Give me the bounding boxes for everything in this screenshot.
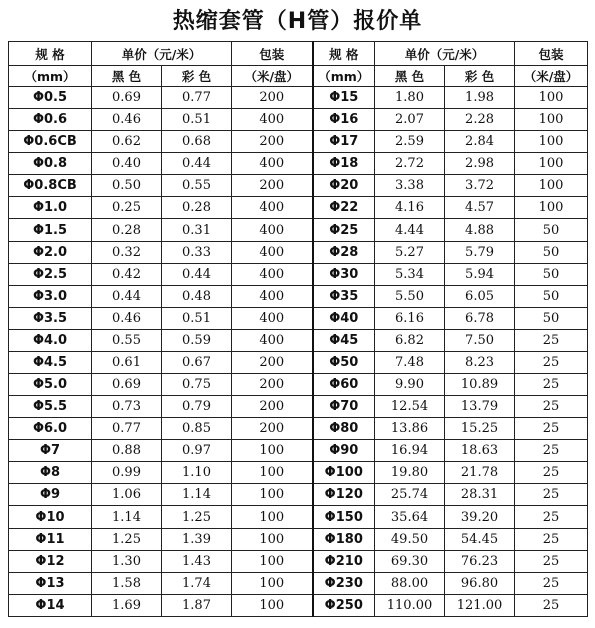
black-price-cell: 0.61 — [92, 351, 162, 373]
table-row — [9, 131, 588, 153]
black-price-cell: 7.48 — [375, 351, 445, 373]
spec-cell: Φ180 — [313, 528, 375, 550]
color-header: 彩 色 — [445, 66, 515, 87]
black-price-cell: 0.44 — [92, 285, 162, 307]
spec-cell: Φ210 — [313, 550, 375, 572]
pack-cell: 50 — [515, 285, 588, 307]
spec-cell: Φ17 — [313, 131, 375, 153]
pack-cell: 400 — [232, 153, 313, 175]
pack-cell: 25 — [515, 484, 588, 506]
table-row — [9, 374, 588, 396]
black-price-cell: 5.34 — [375, 263, 445, 285]
spec-cell: Φ4.5 — [9, 351, 92, 373]
black-price-cell: 5.50 — [375, 285, 445, 307]
color-price-cell: 0.51 — [162, 307, 232, 329]
black-header: 黑 色 — [375, 66, 445, 87]
table-row — [9, 241, 588, 263]
black-price-cell: 2.07 — [375, 109, 445, 131]
table-row — [9, 87, 588, 109]
pack-cell: 400 — [232, 329, 313, 351]
pack-cell: 400 — [232, 263, 313, 285]
table-row — [9, 263, 588, 285]
table-row — [9, 594, 588, 616]
color-price-cell: 0.77 — [162, 87, 232, 109]
pack-cell: 100 — [515, 109, 588, 131]
black-price-cell: 6.16 — [375, 307, 445, 329]
black-price-cell: 16.94 — [375, 440, 445, 462]
spec-cell: Φ150 — [313, 506, 375, 528]
spec-cell: Φ50 — [313, 351, 375, 373]
pack-cell: 100 — [232, 506, 313, 528]
pack-cell: 100 — [232, 528, 313, 550]
black-price-cell: 0.69 — [92, 374, 162, 396]
spec-cell: Φ80 — [313, 418, 375, 440]
color-price-cell: 13.79 — [445, 396, 515, 418]
black-price-cell: 1.25 — [92, 528, 162, 550]
black-price-cell: 4.44 — [375, 219, 445, 241]
black-price-cell: 0.28 — [92, 219, 162, 241]
spec-cell: Φ18 — [313, 153, 375, 175]
spec-header: 规 格 — [9, 42, 92, 66]
pack-header: 包装 — [232, 42, 313, 66]
spec-cell: Φ60 — [313, 374, 375, 396]
pack-cell: 25 — [515, 462, 588, 484]
color-price-cell: 0.97 — [162, 440, 232, 462]
spec-cell: Φ14 — [9, 594, 92, 616]
black-price-cell: 1.69 — [92, 594, 162, 616]
table-row — [9, 153, 588, 175]
spec-cell: Φ1.5 — [9, 219, 92, 241]
color-price-cell: 7.50 — [445, 329, 515, 351]
pack-cell: 25 — [515, 418, 588, 440]
price-table — [8, 41, 588, 617]
color-price-cell: 0.51 — [162, 109, 232, 131]
pack-cell: 25 — [515, 528, 588, 550]
price-table-body — [9, 87, 588, 617]
pack-unit-header: （米/盘） — [515, 66, 588, 87]
pack-cell: 100 — [232, 572, 313, 594]
pack-cell: 200 — [232, 418, 313, 440]
spec-cell: Φ0.6CB — [9, 131, 92, 153]
table-row — [9, 175, 588, 197]
black-price-cell: 0.77 — [92, 418, 162, 440]
pack-cell: 25 — [515, 572, 588, 594]
table-row — [9, 572, 588, 594]
pack-cell: 50 — [515, 241, 588, 263]
spec-cell: Φ0.6 — [9, 109, 92, 131]
pack-cell: 400 — [232, 307, 313, 329]
table-row — [9, 440, 588, 462]
color-price-cell: 8.23 — [445, 351, 515, 373]
black-price-cell: 13.86 — [375, 418, 445, 440]
price-header: 单价（元/米） — [92, 42, 232, 66]
black-price-cell: 88.00 — [375, 572, 445, 594]
black-price-cell: 4.16 — [375, 197, 445, 219]
pack-cell: 25 — [515, 440, 588, 462]
table-row — [9, 109, 588, 131]
spec-cell: Φ0.8 — [9, 153, 92, 175]
spec-cell: Φ28 — [313, 241, 375, 263]
color-price-cell: 0.33 — [162, 241, 232, 263]
spec-cell: Φ1.0 — [9, 197, 92, 219]
spec-cell: Φ90 — [313, 440, 375, 462]
black-price-cell: 2.72 — [375, 153, 445, 175]
black-price-cell: 0.55 — [92, 329, 162, 351]
black-price-cell: 0.69 — [92, 87, 162, 109]
spec-cell: Φ3.5 — [9, 307, 92, 329]
pack-cell: 100 — [232, 484, 313, 506]
spec-cell: Φ11 — [9, 528, 92, 550]
pack-cell: 50 — [515, 263, 588, 285]
spec-cell: Φ22 — [313, 197, 375, 219]
color-price-cell: 28.31 — [445, 484, 515, 506]
spec-unit-header: （mm） — [9, 66, 92, 87]
pack-cell: 400 — [232, 197, 313, 219]
pack-cell: 25 — [515, 396, 588, 418]
spec-cell: Φ2.5 — [9, 263, 92, 285]
color-price-cell: 0.75 — [162, 374, 232, 396]
black-price-cell: 1.80 — [375, 87, 445, 109]
black-price-cell: 0.88 — [92, 440, 162, 462]
black-price-cell: 1.58 — [92, 572, 162, 594]
black-price-cell: 1.14 — [92, 506, 162, 528]
table-row — [9, 528, 588, 550]
spec-unit-header: （mm） — [313, 66, 375, 87]
color-price-cell: 1.98 — [445, 87, 515, 109]
color-price-cell: 0.59 — [162, 329, 232, 351]
pack-cell: 25 — [515, 550, 588, 572]
spec-cell: Φ4.0 — [9, 329, 92, 351]
table-row — [9, 197, 588, 219]
color-price-cell: 0.85 — [162, 418, 232, 440]
black-price-cell: 49.50 — [375, 528, 445, 550]
spec-cell: Φ15 — [313, 87, 375, 109]
pack-cell: 400 — [232, 285, 313, 307]
color-price-cell: 39.20 — [445, 506, 515, 528]
pack-cell: 100 — [515, 197, 588, 219]
color-price-cell: 18.63 — [445, 440, 515, 462]
table-row — [9, 351, 588, 373]
spec-cell: Φ10 — [9, 506, 92, 528]
color-price-cell: 96.80 — [445, 572, 515, 594]
color-price-cell: 0.44 — [162, 153, 232, 175]
pack-cell: 400 — [232, 109, 313, 131]
black-price-cell: 5.27 — [375, 241, 445, 263]
table-row — [9, 329, 588, 351]
color-header: 彩 色 — [162, 66, 232, 87]
color-price-cell: 0.55 — [162, 175, 232, 197]
spec-cell: Φ9 — [9, 484, 92, 506]
color-price-cell: 2.28 — [445, 109, 515, 131]
price-header: 单价（元/米） — [375, 42, 515, 66]
spec-cell: Φ20 — [313, 175, 375, 197]
color-price-cell: 0.48 — [162, 285, 232, 307]
spec-header: 规 格 — [313, 42, 375, 66]
color-price-cell: 0.44 — [162, 263, 232, 285]
black-price-cell: 0.50 — [92, 175, 162, 197]
black-price-cell: 1.30 — [92, 550, 162, 572]
pack-cell: 100 — [232, 594, 313, 616]
black-price-cell: 12.54 — [375, 396, 445, 418]
pack-cell: 25 — [515, 374, 588, 396]
pack-cell: 200 — [232, 175, 313, 197]
spec-cell: Φ13 — [9, 572, 92, 594]
pack-cell: 100 — [515, 153, 588, 175]
color-price-cell: 54.45 — [445, 528, 515, 550]
pack-cell: 25 — [515, 594, 588, 616]
color-price-cell: 1.74 — [162, 572, 232, 594]
pack-cell: 100 — [232, 550, 313, 572]
pack-cell: 100 — [232, 440, 313, 462]
pack-cell: 400 — [232, 241, 313, 263]
color-price-cell: 0.68 — [162, 131, 232, 153]
color-price-cell: 1.25 — [162, 506, 232, 528]
spec-cell: Φ16 — [313, 109, 375, 131]
black-price-cell: 0.62 — [92, 131, 162, 153]
spec-cell: Φ0.5 — [9, 87, 92, 109]
spec-cell: Φ7 — [9, 440, 92, 462]
color-price-cell: 10.89 — [445, 374, 515, 396]
header-row-1 — [9, 42, 588, 66]
black-price-cell: 2.59 — [375, 131, 445, 153]
black-price-cell: 0.46 — [92, 307, 162, 329]
spec-cell: Φ250 — [313, 594, 375, 616]
color-price-cell: 0.67 — [162, 351, 232, 373]
pack-cell: 100 — [515, 175, 588, 197]
table-row — [9, 396, 588, 418]
black-price-cell: 0.40 — [92, 153, 162, 175]
black-price-cell: 1.06 — [92, 484, 162, 506]
pack-cell: 100 — [232, 462, 313, 484]
color-price-cell: 1.10 — [162, 462, 232, 484]
pack-cell: 200 — [232, 351, 313, 373]
color-price-cell: 6.05 — [445, 285, 515, 307]
color-price-cell: 4.88 — [445, 219, 515, 241]
black-price-cell: 3.38 — [375, 175, 445, 197]
black-price-cell: 0.32 — [92, 241, 162, 263]
table-row — [9, 307, 588, 329]
pack-cell: 200 — [232, 396, 313, 418]
black-price-cell: 0.42 — [92, 263, 162, 285]
pack-cell: 100 — [515, 131, 588, 153]
black-price-cell: 110.00 — [375, 594, 445, 616]
pack-cell: 400 — [232, 219, 313, 241]
table-row — [9, 462, 588, 484]
spec-cell: Φ8 — [9, 462, 92, 484]
spec-cell: Φ2.0 — [9, 241, 92, 263]
table-row — [9, 506, 588, 528]
color-price-cell: 0.31 — [162, 219, 232, 241]
spec-cell: Φ30 — [313, 263, 375, 285]
color-price-cell: 121.00 — [445, 594, 515, 616]
table-row — [9, 219, 588, 241]
table-row — [9, 484, 588, 506]
pack-cell: 25 — [515, 506, 588, 528]
color-price-cell: 2.84 — [445, 131, 515, 153]
spec-cell: Φ0.8CB — [9, 175, 92, 197]
black-header: 黑 色 — [92, 66, 162, 87]
pack-cell: 200 — [232, 131, 313, 153]
color-price-cell: 5.94 — [445, 263, 515, 285]
color-price-cell: 1.39 — [162, 528, 232, 550]
pack-unit-header: （米/盘） — [232, 66, 313, 87]
color-price-cell: 1.87 — [162, 594, 232, 616]
black-price-cell: 6.82 — [375, 329, 445, 351]
pack-cell: 200 — [232, 87, 313, 109]
color-price-cell: 0.79 — [162, 396, 232, 418]
spec-cell: Φ120 — [313, 484, 375, 506]
color-price-cell: 6.78 — [445, 307, 515, 329]
spec-cell: Φ12 — [9, 550, 92, 572]
black-price-cell: 0.73 — [92, 396, 162, 418]
pack-cell: 50 — [515, 219, 588, 241]
color-price-cell: 21.78 — [445, 462, 515, 484]
header-row-2 — [9, 66, 588, 87]
spec-cell: Φ3.0 — [9, 285, 92, 307]
color-price-cell: 1.43 — [162, 550, 232, 572]
pack-header: 包装 — [515, 42, 588, 66]
spec-cell: Φ25 — [313, 219, 375, 241]
table-row — [9, 550, 588, 572]
black-price-cell: 0.99 — [92, 462, 162, 484]
black-price-cell: 25.74 — [375, 484, 445, 506]
spec-cell: Φ5.5 — [9, 396, 92, 418]
page-title: 热缩套管（H管）报价单 — [172, 9, 423, 34]
table-row — [9, 285, 588, 307]
pack-cell: 25 — [515, 329, 588, 351]
pack-cell: 200 — [232, 374, 313, 396]
color-price-cell: 15.25 — [445, 418, 515, 440]
black-price-cell: 35.64 — [375, 506, 445, 528]
spec-cell: Φ40 — [313, 307, 375, 329]
black-price-cell: 19.80 — [375, 462, 445, 484]
spec-cell: Φ70 — [313, 396, 375, 418]
black-price-cell: 9.90 — [375, 374, 445, 396]
color-price-cell: 3.72 — [445, 175, 515, 197]
table-row — [9, 418, 588, 440]
spec-cell: Φ6.0 — [9, 418, 92, 440]
color-price-cell: 5.79 — [445, 241, 515, 263]
spec-cell: Φ100 — [313, 462, 375, 484]
spec-cell: Φ45 — [313, 329, 375, 351]
color-price-cell: 0.28 — [162, 197, 232, 219]
color-price-cell: 76.23 — [445, 550, 515, 572]
pack-cell: 100 — [515, 87, 588, 109]
spec-cell: Φ5.0 — [9, 374, 92, 396]
color-price-cell: 2.98 — [445, 153, 515, 175]
black-price-cell: 0.46 — [92, 109, 162, 131]
pack-cell: 50 — [515, 307, 588, 329]
color-price-cell: 4.57 — [445, 197, 515, 219]
pack-cell: 25 — [515, 351, 588, 373]
spec-cell: Φ230 — [313, 572, 375, 594]
spec-cell: Φ35 — [313, 285, 375, 307]
black-price-cell: 0.25 — [92, 197, 162, 219]
black-price-cell: 69.30 — [375, 550, 445, 572]
color-price-cell: 1.14 — [162, 484, 232, 506]
